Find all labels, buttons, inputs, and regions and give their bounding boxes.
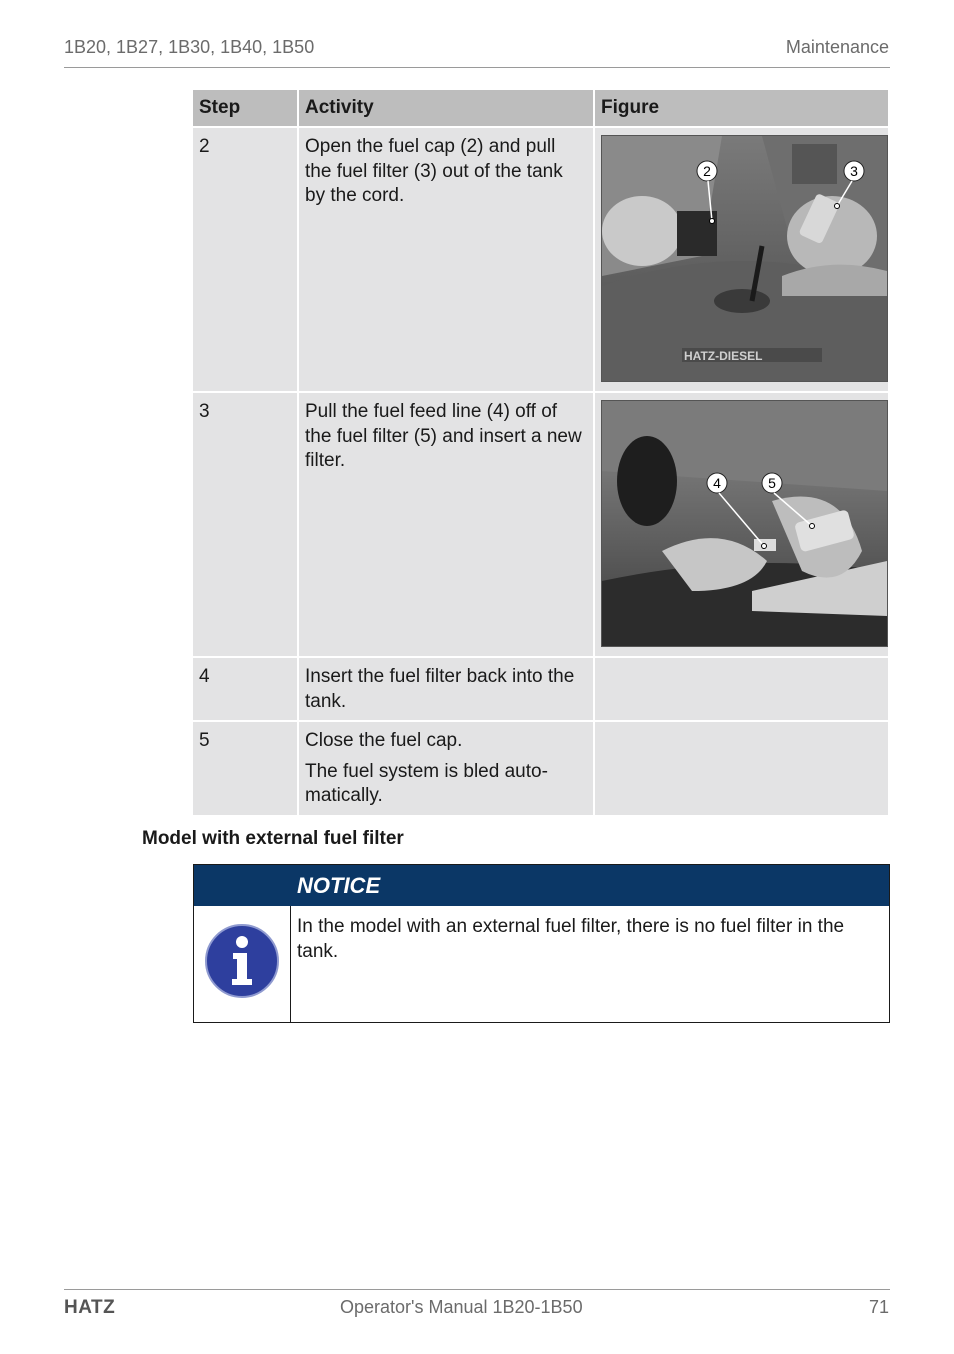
step-activity <box>299 722 593 815</box>
steps-table <box>191 88 890 817</box>
header-section: Maintenance <box>785 37 889 57</box>
callout-3: 3 <box>850 163 858 179</box>
step-number: 3 <box>193 393 297 656</box>
table-header-row <box>193 90 888 126</box>
figure-cell <box>595 658 888 720</box>
notice-header <box>194 865 889 906</box>
step-number: 5 <box>193 722 297 815</box>
step-activity <box>299 128 593 391</box>
callout-5: 5 <box>768 475 776 491</box>
callout-4: 4 <box>713 475 721 491</box>
info-icon <box>204 923 280 999</box>
page-number: 71 <box>868 1297 889 1317</box>
fuel-cap-photo <box>601 135 888 382</box>
header-activity: Activity <box>299 90 593 126</box>
table-row <box>193 128 888 391</box>
notice-box <box>193 864 890 1023</box>
footer-rule <box>64 1289 890 1290</box>
notice-title: NOTICE <box>297 873 381 898</box>
step-number: 2 <box>193 128 297 391</box>
step-number: 4 <box>193 658 297 720</box>
activity-text: Pull the fuel feed line (4) off of the fuel filter (5) and insert a new filter. <box>305 401 582 471</box>
header-step: Step <box>193 90 297 126</box>
activity-text: Close the fuel cap. <box>305 730 463 751</box>
header-models: 1B20, 1B27, 1B30, 1B40, 1B50 <box>64 37 315 57</box>
header-figure: Figure <box>595 90 888 126</box>
activity-text: Open the fuel cap (2) and pull the fuel filter (3) out of the tank by the cord. <box>305 136 563 206</box>
table-row <box>193 658 888 720</box>
section-title: Model with external fuel filter <box>142 828 404 849</box>
notice-text: In the model with an external fuel filter, there is no fuel filter in the tank. <box>297 916 845 962</box>
hatz-diesel-label: HATZ-DIESEL <box>684 349 763 363</box>
activity-result-text: The fuel system is bled auto-matically. <box>305 760 548 806</box>
callout-2: 2 <box>703 163 711 179</box>
step-activity <box>299 393 593 656</box>
header-rule <box>64 67 890 68</box>
step-activity <box>299 658 593 720</box>
activity-text: Insert the fuel filter back into the tank. <box>305 666 575 712</box>
footer-manual-title: Operator's Manual 1B20-1B50 <box>340 1297 583 1317</box>
figure-cell <box>595 722 888 815</box>
footer-brand-logo: HATZ <box>64 1297 116 1318</box>
fuel-filter-photo <box>601 400 888 647</box>
figure-cell <box>595 128 888 391</box>
notice-divider <box>290 906 291 1022</box>
table-row <box>193 393 888 656</box>
figure-cell <box>595 393 888 656</box>
table-row <box>193 722 888 815</box>
